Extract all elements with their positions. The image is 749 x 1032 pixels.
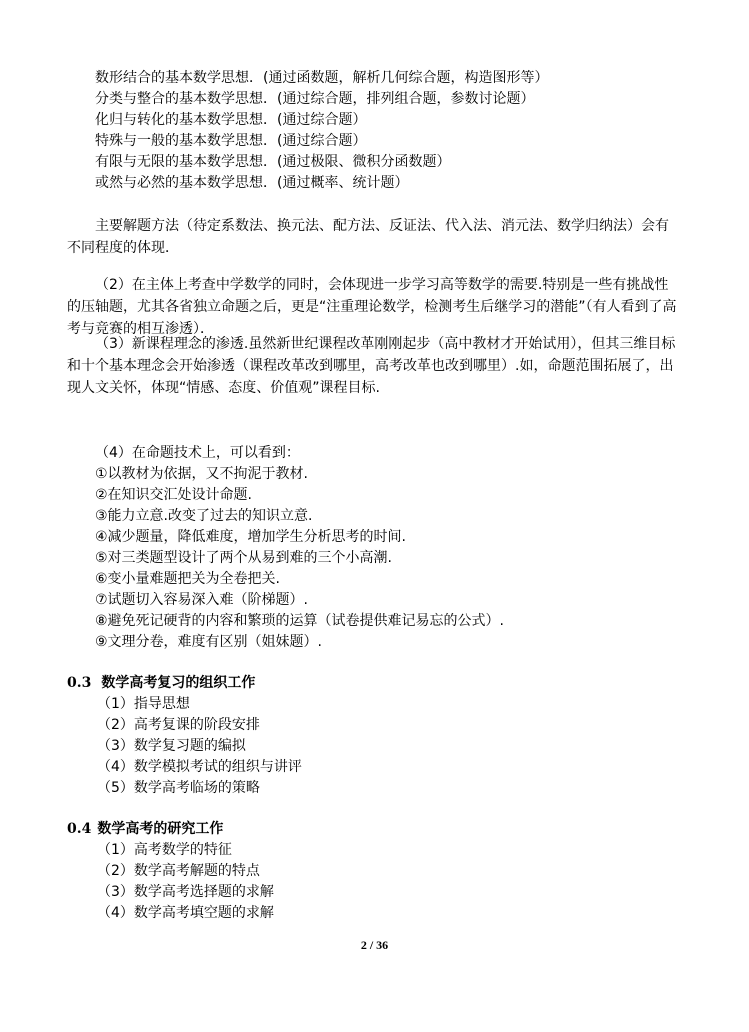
section-item: （2）高考复课的阶段安排 <box>97 717 260 733</box>
section-item: （3）数学复习题的编拟 <box>97 738 246 754</box>
section-heading-0-3 <box>67 673 255 694</box>
paragraph-3: （3）新课程理念的渗透.虽然新世纪课程改革刚刚起步（高中教材才开始试用），但其三维目标和十个基本理念会开始渗透（课程改革改到哪里，高考改革也改到哪里）.如，命题范围拓展了，出现人文关怀，体现“情感、态度、价值观”课程目标. <box>67 336 676 396</box>
section-title: 数学高考的研究工作 <box>97 821 224 837</box>
paragraph-2: （2）在主体上考查中学数学的同时，会体现进一步学习高等数学的需要.特别是一些有挑战性的压轴题，尤其各省独立命题之后，更是“注重理论数学，检测考生后继学习的潜能”（有人看到了高考与竞赛的相互渗透）． <box>67 277 677 337</box>
technique-item: ⑥变小量难题把关为全卷把关. <box>95 571 281 587</box>
idea-line: 化归与转化的基本数学思想．(通过综合题） <box>95 112 367 128</box>
technique-item: ⑨文理分卷，难度有区别（姐妹题）. <box>95 634 323 650</box>
section-item: （2）数学高考解题的特点 <box>97 863 260 879</box>
technique-item: ⑧避免死记硬背的内容和繁琐的运算（试卷提供难记易忘的公式）. <box>95 613 504 629</box>
section-heading-0-4 <box>67 819 223 840</box>
technique-item: ②在知识交汇处设计命题. <box>95 487 253 503</box>
technique-item: ③能力立意.改变了过去的知识立意. <box>95 508 313 524</box>
section-item: （4）数学高考填空题的求解 <box>97 905 274 921</box>
paragraph-4-intro: （4）在命题技术上，可以看到： <box>95 445 300 461</box>
page-number: 2 / 36 <box>360 938 389 952</box>
technique-item: ①以教材为依据，又不拘泥于教材. <box>95 466 309 482</box>
section-item: （4）数学模拟考试的组织与讲评 <box>97 759 302 775</box>
paragraph-methods: 主要解题方法（待定系数法、换元法、配方法、反证法、代入法、消元法、数学归纳法）会有不同程度的体现． <box>67 218 669 256</box>
idea-line: 特殊与一般的基本数学思想．(通过综合题） <box>95 133 367 149</box>
section-item: （5）数学高考临场的策略 <box>97 780 260 796</box>
section-number: 0.4 <box>67 821 92 837</box>
section-item: （3）数学高考选择题的求解 <box>97 884 274 900</box>
technique-item: ⑤对三类题型设计了两个从易到难的三个小高潮. <box>95 550 392 566</box>
section-number: 0.3 <box>67 675 92 691</box>
section-title: 数学高考复习的组织工作 <box>101 675 256 691</box>
idea-line: 分类与整合的基本数学思想．(通过综合题，排列组合题，参数讨论题） <box>95 91 535 107</box>
idea-line: 数形结合的基本数学思想．(通过函数题，解析几何综合题，构造图形等） <box>95 70 549 86</box>
technique-item: ④减少题量，降低难度，增加学生分析思考的时间. <box>95 529 406 545</box>
idea-line: 或然与必然的基本数学思想．(通过概率、统计题） <box>95 175 409 191</box>
technique-item: ⑦试题切入容易深入难（阶梯题）. <box>95 592 309 608</box>
section-item: （1）指导思想 <box>97 696 190 712</box>
section-item: （1）高考数学的特征 <box>97 842 232 858</box>
idea-line: 有限与无限的基本数学思想．(通过极限、微积分函数题） <box>95 154 451 170</box>
